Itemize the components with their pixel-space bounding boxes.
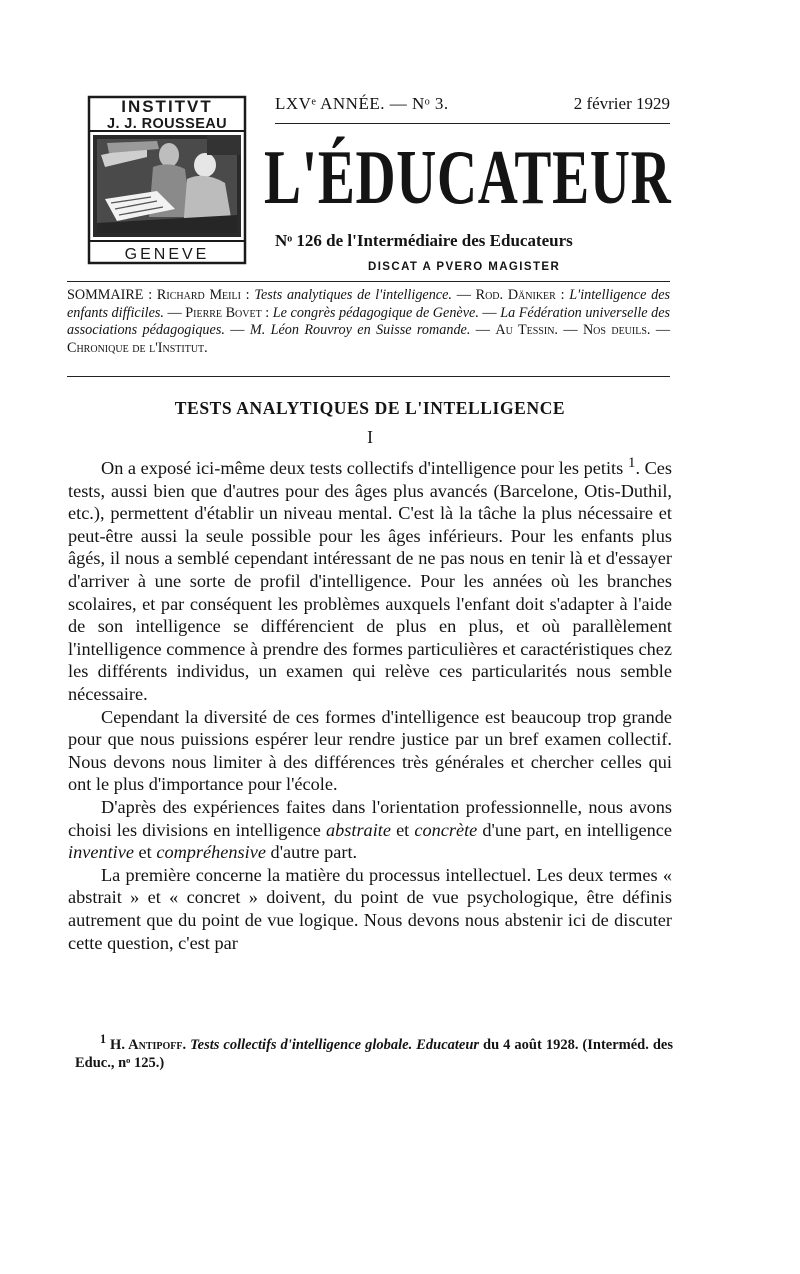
table-of-contents: SOMMAIRE : Richard Meili : Tests analytiques de l'intelligence. — Rod. Däniker : L'intelligence des enfants difficiles. — Pierre Bovet : Le congrès pédagogique de Genève. — La Fédération universelle des associations pédagogiques. — M. Léon Rouvroy en Suisse romande. — Au Tessin. — Nos deuils. — Chronique de l'Institut. [67,287,671,356]
issue-number: LXVᵉ ANNÉE. — Nᵒ 3. [275,94,449,113]
toc-entry: Chronique de l'Institut. [67,339,208,356]
sommaire-top-rule [67,281,670,282]
toc-author: Pierre Bovet [185,304,262,321]
toc-entry: Tests analytiques de l'intelligence. [254,287,452,303]
footnote [75,1030,673,1072]
sommaire-bottom-rule [67,376,670,377]
footnote-journal: Educateur [416,1036,480,1053]
emblem-line1: INSTITVT [121,97,213,116]
institut-emblem [87,95,247,265]
article-body [68,452,672,954]
journal-subtitle: Nᵒ 126 de l'Intermédiaire des Educateurs [275,231,573,250]
toc-author: Rod. Däniker [475,287,556,303]
footnote-ref: 1 [627,454,636,471]
paragraph: La première concerne la matière du processus intellectuel. Les deux termes « abstrait » et « concret » doivent, du point de vue psychologique, être définis autrement que du point de vue logique. Nous devons nous abstenir ici de discuter cette question, c'est par [68,864,672,953]
footnote-mark: 1 [100,1032,107,1046]
toc-entry: M. Léon Rouvroy en Suisse romande. [249,322,471,339]
journal-title: L'ÉDUCATEUR [264,134,672,220]
masthead-rule [275,123,670,124]
journal-motto: DISCAT A PVERO MAGISTER [368,261,561,273]
toc-entry: Au Tessin. [495,322,558,339]
paragraph: On a exposé ici-même deux tests collectifs d'intelligence pour les petits $^1$. Ces tests, aussi bien que d'autres pour des âges plus avancés (Barcelone, Otis-Duthil, etc.), permettent d'établir un niveau mental. C'est là la tâche la plus nécessaire et peut-être aussi la seule possible pour les âges inférieurs. Pour les enfants plus âgés, il nous a semblé cependant intéressant de ne pas nous en tenir là et d'essayer d'arriver à une sorte de profil d'intelligence. Pour les années où les branches scolaires, et par conséquent les problèmes auxquels l'enfant doit s'adapter à l'aide de son intelligence se différencient de plus en plus, et où parallèlement l'intelligence commence à prendre des formes particulières et caractéristiques chez les différents individus, un examen qui relève ces particularités nous semble nécessaire. [68,454,673,705]
emblem-line3: GENEVE [124,246,210,263]
issue-date: 2 février 1929 [573,94,670,113]
article-title: TESTS ANALYTIQUES DE L'INTELLIGENCE [174,398,566,418]
footnote-work: Tests collectifs d'intelligence globale. [190,1036,413,1053]
toc-entry: L'intelligence des enfants difficiles. [67,287,671,321]
toc-entry: Le congrès pédagogique de Genève. [272,304,479,321]
emblem-line2: J. J. ROUSSEAU [106,116,228,132]
footnote-rest: du 4 août 1928. (Interméd. des Educ., nᵒ 125.) [75,1036,674,1071]
paragraph: Cependant la diversité de ces formes d'intelligence est beaucoup trop grande pour que nous puissions espérer leur rendre justice par un bref examen collectif. Nous devons nous limiter à des différences très générales et chercher celles qui ont le plus d'importance pour l'école. [68,706,672,795]
toc-entry: La Fédération universelle des associations pédagogiques. [67,304,671,339]
toc-author: Richard Meili [156,287,241,303]
sommaire-label: SOMMAIRE : [67,287,153,303]
issue-line [275,94,670,116]
toc-entry: Nos deuils. [582,322,651,339]
paragraph: D'après des expériences faites dans l'orientation professionnelle, nous avons choisi les divisions en intelligence abstraite et concrète d'une part, en intelligence inventive et compréhensive d'autre part. [68,797,672,863]
footnote-author: H. Antipoff. [110,1036,187,1053]
institut-logo-image [87,95,247,265]
section-numeral: I [367,427,373,447]
